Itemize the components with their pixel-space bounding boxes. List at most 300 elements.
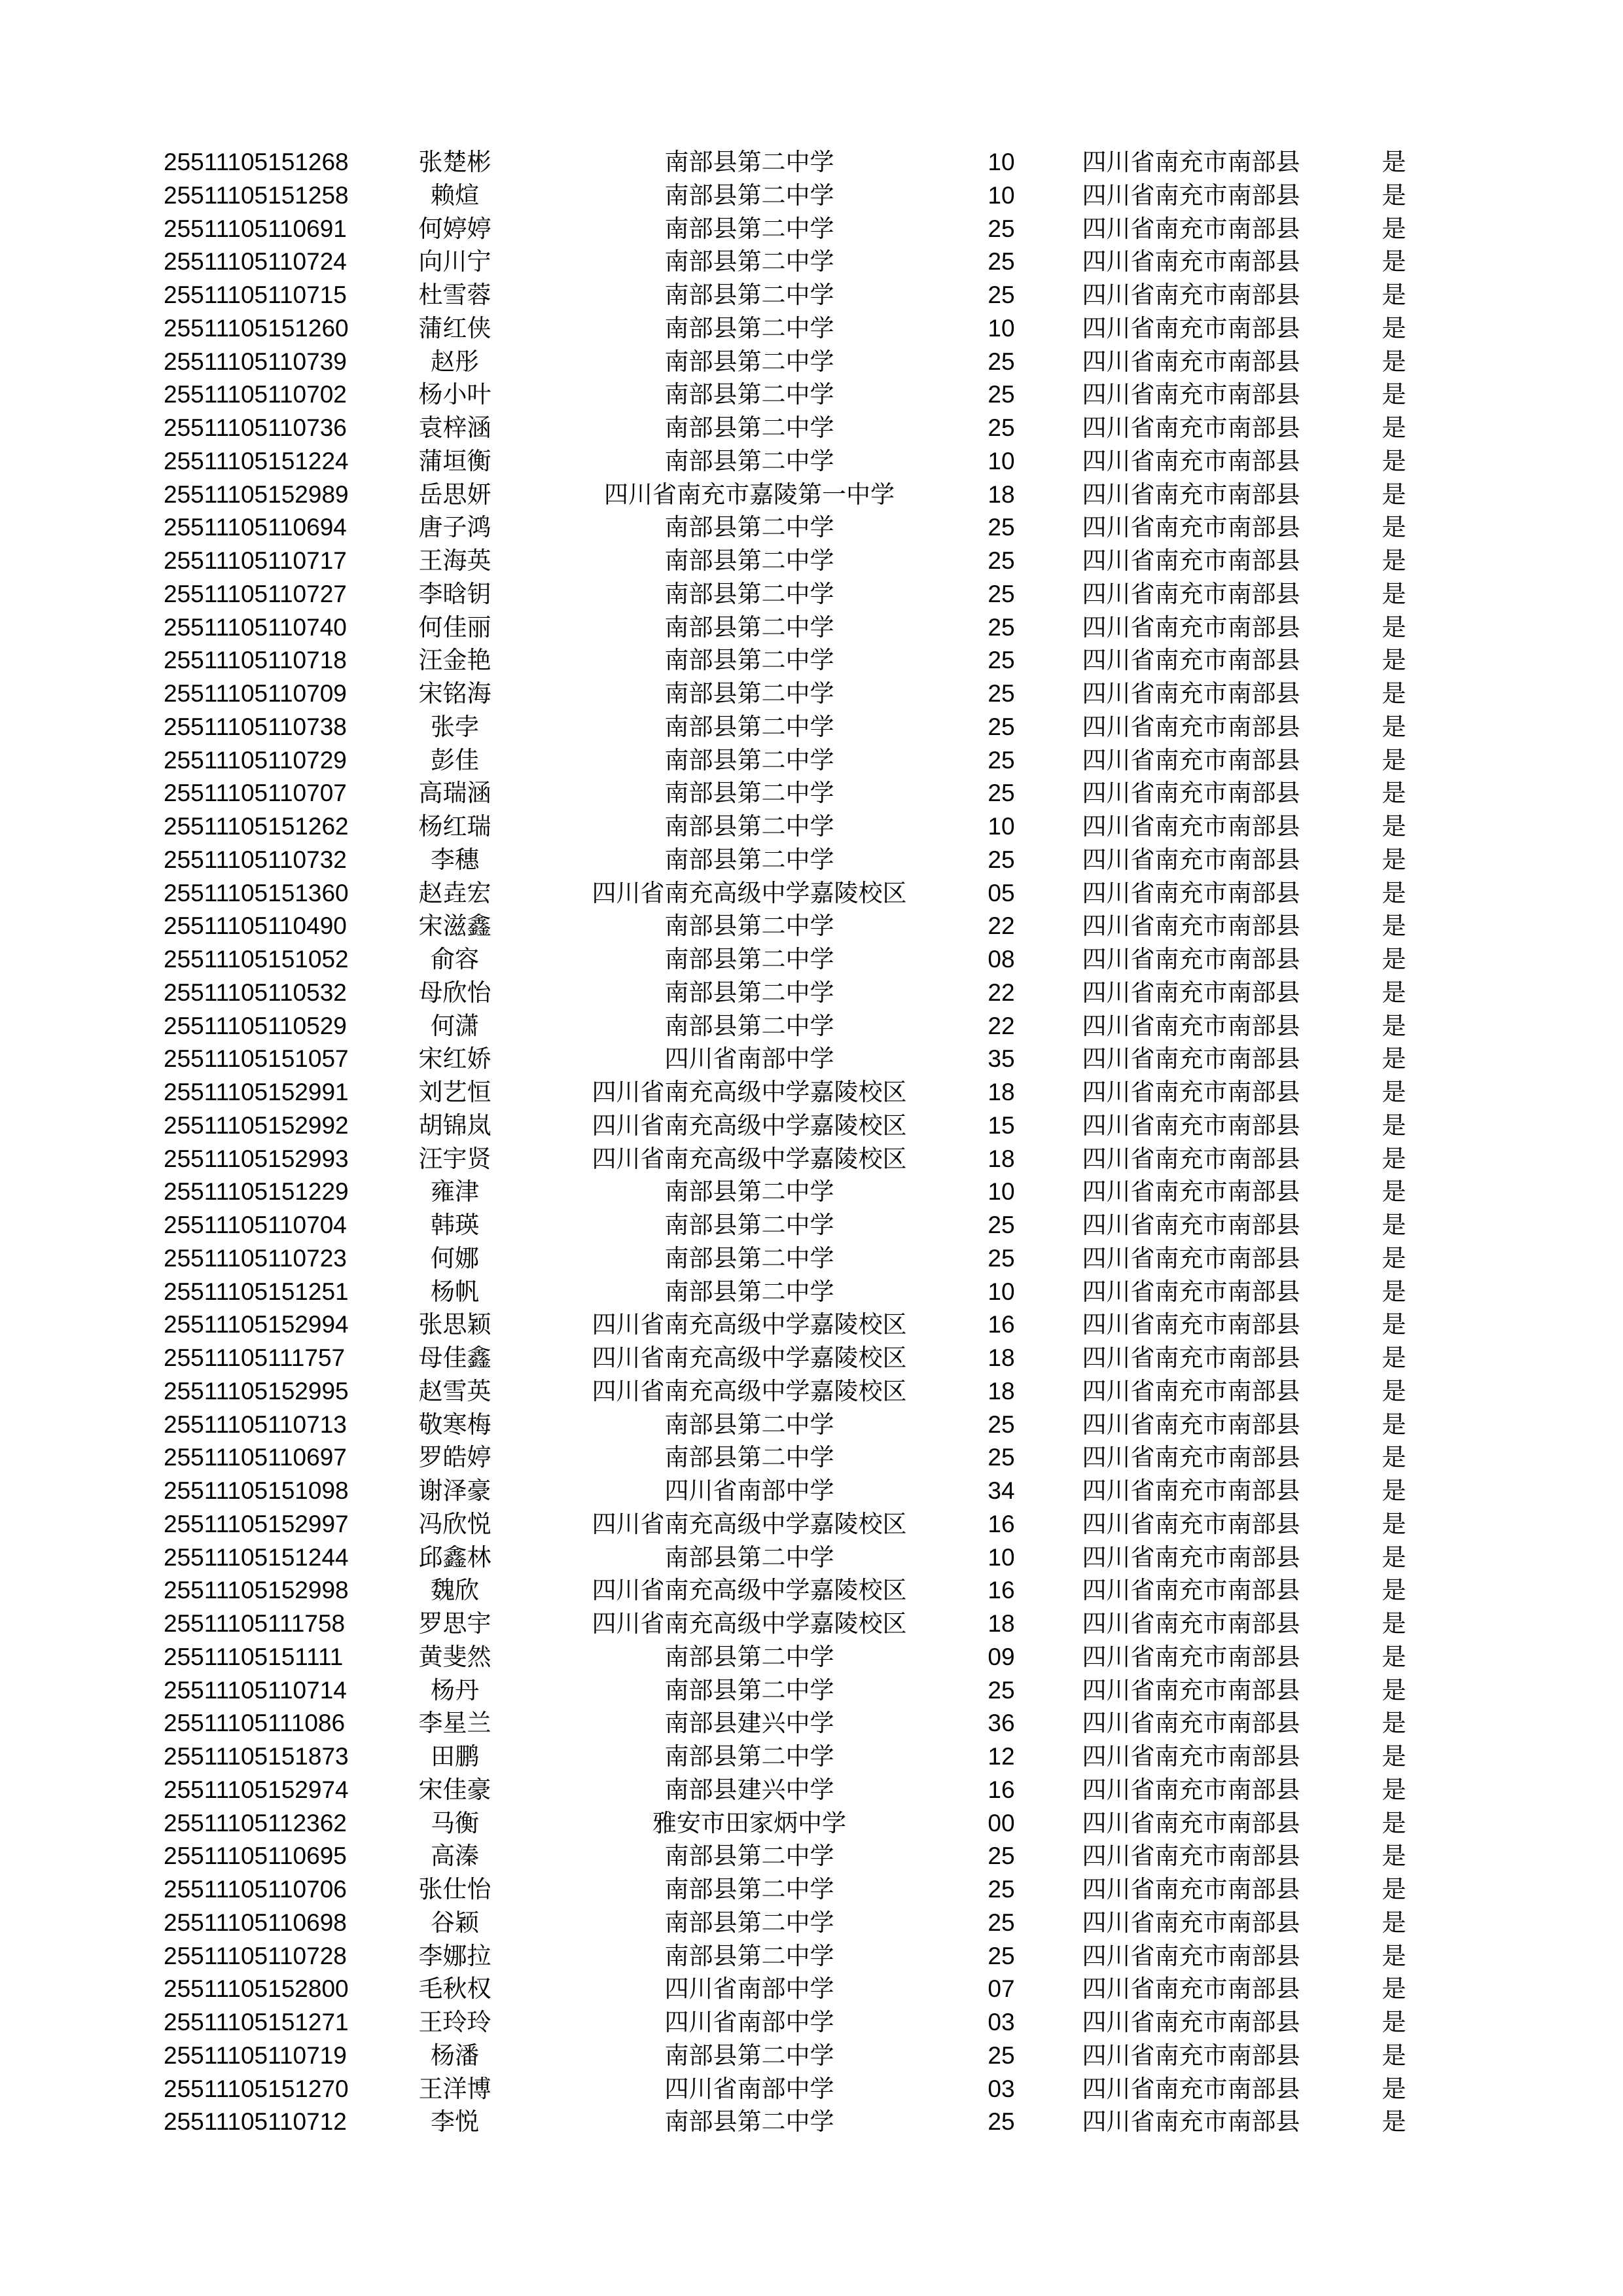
student-name: 汪金艳 xyxy=(418,646,491,675)
candidate-id: 25511105111758 xyxy=(164,1610,346,1637)
eligibility-flag: 是 xyxy=(1382,978,1406,1007)
student-name: 王洋博 xyxy=(418,2074,491,2103)
school-name: 四川省南充高级中学嘉陵校区 xyxy=(592,1310,907,1339)
school-name: 四川省南充高级中学嘉陵校区 xyxy=(592,1576,907,1605)
eligibility-flag: 是 xyxy=(1382,1011,1406,1040)
score-code: 25 xyxy=(988,613,1015,641)
eligibility-flag: 是 xyxy=(1382,779,1406,808)
region: 四川省南充市南部县 xyxy=(1082,579,1300,608)
candidate-id: 25511105110728 xyxy=(164,1942,347,1969)
school-name: 四川省南部中学 xyxy=(664,1045,834,1073)
school-name: 南部县第二中学 xyxy=(664,1642,834,1671)
eligibility-flag: 是 xyxy=(1382,2074,1406,2103)
school-name: 南部县第二中学 xyxy=(664,1676,834,1704)
region: 四川省南充市南部县 xyxy=(1082,1941,1300,1970)
eligibility-flag: 是 xyxy=(1382,1344,1406,1372)
table-row xyxy=(0,976,1623,1009)
school-name: 南部县第二中学 xyxy=(664,579,834,608)
table-row xyxy=(0,942,1623,976)
student-name: 袁梓涵 xyxy=(418,414,491,442)
candidate-id: 25511105110724 xyxy=(164,248,347,276)
region: 四川省南充市南部县 xyxy=(1082,314,1300,342)
student-name: 杨潘 xyxy=(431,2041,479,2070)
region: 四川省南充市南部县 xyxy=(1082,414,1300,442)
region: 四川省南充市南部县 xyxy=(1082,2074,1300,2103)
eligibility-flag: 是 xyxy=(1382,1975,1406,2003)
table-row xyxy=(0,1208,1623,1242)
eligibility-flag: 是 xyxy=(1382,912,1406,941)
score-code: 25 xyxy=(988,1909,1015,1936)
table-row xyxy=(0,1507,1623,1541)
student-name: 汪宇贤 xyxy=(418,1144,491,1173)
student-name: 杨小叶 xyxy=(418,380,491,409)
region: 四川省南充市南部县 xyxy=(1082,1144,1300,1173)
table-row xyxy=(0,2105,1623,2138)
student-name: 冯欣悦 xyxy=(418,1509,491,1538)
score-code: 25 xyxy=(988,713,1015,740)
candidate-id: 25511105110709 xyxy=(164,680,347,707)
region: 四川省南充市南部县 xyxy=(1082,281,1300,309)
candidate-id: 25511105110719 xyxy=(164,2041,347,2069)
region: 四川省南充市南部县 xyxy=(1082,1045,1300,1073)
student-name: 田鹏 xyxy=(431,1742,479,1770)
region: 四川省南充市南部县 xyxy=(1082,1808,1300,1837)
candidate-id: 25511105151052 xyxy=(164,946,349,973)
student-name: 王玲玲 xyxy=(418,2008,491,2036)
eligibility-flag: 是 xyxy=(1382,513,1406,542)
table-row xyxy=(0,1142,1623,1175)
region: 四川省南充市南部县 xyxy=(1082,1742,1300,1770)
score-code: 22 xyxy=(988,1012,1015,1039)
region: 四川省南充市南部县 xyxy=(1082,1875,1300,1903)
score-code: 25 xyxy=(988,514,1015,541)
candidate-id: 25511105151268 xyxy=(164,149,349,175)
score-code: 16 xyxy=(988,1510,1015,1537)
table-row xyxy=(0,1075,1623,1109)
score-code: 18 xyxy=(988,1145,1015,1172)
eligibility-flag: 是 xyxy=(1382,1078,1406,1106)
table-row xyxy=(0,1806,1623,1840)
school-name: 南部县第二中学 xyxy=(664,547,834,575)
school-name: 南部县第二中学 xyxy=(664,1842,834,1871)
school-name: 南部县第二中学 xyxy=(664,181,834,209)
school-name: 四川省南充高级中学嘉陵校区 xyxy=(592,1509,907,1538)
candidate-id: 25511105110740 xyxy=(164,613,347,641)
candidate-id: 25511105110715 xyxy=(164,281,347,308)
candidate-id: 25511105110529 xyxy=(164,1012,347,1039)
eligibility-flag: 是 xyxy=(1382,712,1406,741)
student-name: 彭佳 xyxy=(431,745,479,774)
eligibility-flag: 是 xyxy=(1382,2008,1406,2036)
table-row xyxy=(0,278,1623,312)
eligibility-flag: 是 xyxy=(1382,945,1406,973)
table-row xyxy=(0,1607,1623,1640)
score-code: 25 xyxy=(988,281,1015,308)
score-code: 18 xyxy=(988,480,1015,508)
table-row xyxy=(0,378,1623,411)
score-code: 34 xyxy=(988,1477,1015,1504)
school-name: 雅安市田家炳中学 xyxy=(652,1808,846,1837)
region: 四川省南充市南部县 xyxy=(1082,912,1300,941)
region: 四川省南充市南部县 xyxy=(1082,1376,1300,1405)
score-code: 15 xyxy=(988,1111,1015,1139)
candidate-id: 25511105152992 xyxy=(164,1111,349,1139)
candidate-id: 25511105151251 xyxy=(164,1278,349,1305)
table-row xyxy=(0,643,1623,677)
school-name: 南部县第二中学 xyxy=(664,314,834,342)
region: 四川省南充市南部县 xyxy=(1082,1177,1300,1206)
eligibility-flag: 是 xyxy=(1382,1709,1406,1738)
region: 四川省南充市南部县 xyxy=(1082,1908,1300,1937)
candidate-id: 25511105110713 xyxy=(164,1410,347,1438)
eligibility-flag: 是 xyxy=(1382,1277,1406,1306)
school-name: 南部县第二中学 xyxy=(664,446,834,475)
eligibility-flag: 是 xyxy=(1382,1676,1406,1704)
student-name: 胡锦岚 xyxy=(418,1111,491,1139)
school-name: 四川省南部中学 xyxy=(664,1975,834,2003)
candidate-id: 25511105110718 xyxy=(164,647,347,674)
table-row xyxy=(0,1674,1623,1707)
student-name: 李穗 xyxy=(431,845,479,874)
student-name: 谢泽豪 xyxy=(418,1477,491,1505)
region: 四川省南充市南部县 xyxy=(1082,878,1300,907)
region: 四川省南充市南部县 xyxy=(1082,148,1300,176)
table-row xyxy=(0,411,1623,444)
school-name: 四川省南部中学 xyxy=(664,1477,834,1505)
table-row xyxy=(0,345,1623,378)
eligibility-flag: 是 xyxy=(1382,446,1406,475)
region: 四川省南充市南部县 xyxy=(1082,1975,1300,2003)
student-name: 马衡 xyxy=(431,1808,479,1837)
score-code: 16 xyxy=(988,1776,1015,1803)
student-name: 杨丹 xyxy=(431,1676,479,1704)
student-name: 何娜 xyxy=(431,1244,479,1272)
table-row xyxy=(0,478,1623,511)
eligibility-flag: 是 xyxy=(1382,812,1406,840)
region: 四川省南充市南部县 xyxy=(1082,2108,1300,2136)
student-name: 赵垚宏 xyxy=(418,878,491,907)
region: 四川省南充市南部县 xyxy=(1082,1011,1300,1040)
table-row xyxy=(0,1441,1623,1474)
score-code: 10 xyxy=(988,181,1015,209)
table-row xyxy=(0,1541,1623,1574)
table-row xyxy=(0,1939,1623,1973)
school-name: 四川省南充高级中学嘉陵校区 xyxy=(592,1144,907,1173)
region: 四川省南充市南部县 xyxy=(1082,1543,1300,1571)
table-row xyxy=(0,1009,1623,1043)
score-code: 12 xyxy=(988,1743,1015,1770)
table-row xyxy=(0,843,1623,876)
candidate-id: 25511105151111 xyxy=(164,1643,344,1670)
candidate-id: 25511105110702 xyxy=(164,381,347,408)
table-row xyxy=(0,2005,1623,2039)
region: 四川省南充市南部县 xyxy=(1082,247,1300,276)
student-name: 赵雪英 xyxy=(418,1376,491,1405)
table-row xyxy=(0,511,1623,544)
school-name: 四川省南充高级中学嘉陵校区 xyxy=(592,1111,907,1139)
student-name: 李悦 xyxy=(431,2108,479,2136)
table-row xyxy=(0,1573,1623,1607)
eligibility-flag: 是 xyxy=(1382,745,1406,774)
table-row xyxy=(0,909,1623,942)
table-row xyxy=(0,145,1623,179)
region: 四川省南充市南部县 xyxy=(1082,1709,1300,1738)
eligibility-flag: 是 xyxy=(1382,148,1406,176)
school-name: 南部县第二中学 xyxy=(664,1443,834,1472)
student-name: 宋红娇 xyxy=(418,1045,491,1073)
score-code: 25 xyxy=(988,215,1015,242)
student-name: 李晗钥 xyxy=(418,579,491,608)
region: 四川省南充市南部县 xyxy=(1082,978,1300,1007)
score-code: 25 xyxy=(988,1444,1015,1471)
student-name: 邱鑫林 xyxy=(418,1543,491,1571)
candidate-id: 25511105110490 xyxy=(164,912,347,940)
eligibility-flag: 是 xyxy=(1382,347,1406,376)
student-name: 张楚彬 xyxy=(418,148,491,176)
score-code: 10 xyxy=(988,314,1015,342)
region: 四川省南充市南部县 xyxy=(1082,812,1300,840)
region: 四川省南充市南部县 xyxy=(1082,1642,1300,1671)
score-code: 25 xyxy=(988,1842,1015,1870)
school-name: 四川省南充市嘉陵第一中学 xyxy=(604,480,895,509)
school-name: 四川省南部中学 xyxy=(664,2008,834,2036)
eligibility-flag: 是 xyxy=(1382,1509,1406,1538)
eligibility-flag: 是 xyxy=(1382,2108,1406,2136)
table-row xyxy=(0,1906,1623,1939)
score-code: 25 xyxy=(988,1410,1015,1438)
table-row xyxy=(0,2072,1623,2106)
school-name: 南部县第二中学 xyxy=(664,779,834,808)
score-code: 18 xyxy=(988,1377,1015,1405)
table-row xyxy=(0,876,1623,910)
eligibility-flag: 是 xyxy=(1382,547,1406,575)
school-name: 南部县第二中学 xyxy=(664,1875,834,1903)
score-code: 03 xyxy=(988,2075,1015,2102)
score-code: 25 xyxy=(988,1676,1015,1704)
table-row xyxy=(0,444,1623,478)
eligibility-flag: 是 xyxy=(1382,646,1406,675)
region: 四川省南充市南部县 xyxy=(1082,446,1300,475)
score-code: 25 xyxy=(988,414,1015,441)
score-code: 25 xyxy=(988,1876,1015,1903)
candidate-id: 25511105151258 xyxy=(164,181,349,209)
candidate-id: 25511105151057 xyxy=(164,1045,349,1073)
score-code: 10 xyxy=(988,447,1015,475)
score-code: 03 xyxy=(988,2009,1015,2036)
candidate-id: 25511105110723 xyxy=(164,1244,347,1272)
table-row xyxy=(0,1109,1623,1142)
school-name: 南部县第二中学 xyxy=(664,2108,834,2136)
region: 四川省南充市南部县 xyxy=(1082,347,1300,376)
candidate-id: 25511105152800 xyxy=(164,1975,349,2003)
score-code: 25 xyxy=(988,547,1015,574)
region: 四川省南充市南部县 xyxy=(1082,1509,1300,1538)
score-code: 36 xyxy=(988,1710,1015,1737)
candidate-id: 25511105110739 xyxy=(164,348,347,375)
school-name: 四川省南充高级中学嘉陵校区 xyxy=(592,878,907,907)
school-name: 南部县第二中学 xyxy=(664,945,834,973)
table-row xyxy=(0,1640,1623,1674)
eligibility-flag: 是 xyxy=(1382,1875,1406,1903)
eligibility-flag: 是 xyxy=(1382,845,1406,874)
student-name: 蒲红侠 xyxy=(418,314,491,342)
eligibility-flag: 是 xyxy=(1382,247,1406,276)
region: 四川省南充市南部县 xyxy=(1082,1576,1300,1605)
school-name: 南部县第二中学 xyxy=(664,679,834,708)
score-code: 25 xyxy=(988,846,1015,873)
table-row xyxy=(0,810,1623,843)
eligibility-flag: 是 xyxy=(1382,1477,1406,1505)
eligibility-flag: 是 xyxy=(1382,1543,1406,1571)
candidate-id: 25511105110727 xyxy=(164,580,347,607)
table-row xyxy=(0,577,1623,611)
eligibility-flag: 是 xyxy=(1382,1609,1406,1638)
school-name: 南部县第二中学 xyxy=(664,148,834,176)
region: 四川省南充市南部县 xyxy=(1082,2041,1300,2070)
school-name: 南部县第二中学 xyxy=(664,845,834,874)
score-code: 05 xyxy=(988,879,1015,906)
student-name: 杨帆 xyxy=(431,1277,479,1306)
eligibility-flag: 是 xyxy=(1382,1642,1406,1671)
table-row xyxy=(0,544,1623,577)
score-code: 16 xyxy=(988,1577,1015,1604)
region: 四川省南充市南部县 xyxy=(1082,1277,1300,1306)
school-name: 南部县第二中学 xyxy=(664,1211,834,1239)
candidate-id: 25511105110717 xyxy=(164,547,347,574)
eligibility-flag: 是 xyxy=(1382,1111,1406,1139)
eligibility-flag: 是 xyxy=(1382,1775,1406,1804)
score-code: 10 xyxy=(988,813,1015,840)
school-name: 南部县第二中学 xyxy=(664,2041,834,2070)
table-row xyxy=(0,677,1623,710)
school-name: 南部县第二中学 xyxy=(664,812,834,840)
region: 四川省南充市南部县 xyxy=(1082,480,1300,509)
school-name: 南部县第二中学 xyxy=(664,1244,834,1272)
student-name: 何潇 xyxy=(431,1011,479,1040)
region: 四川省南充市南部县 xyxy=(1082,745,1300,774)
school-name: 南部县第二中学 xyxy=(664,1011,834,1040)
eligibility-flag: 是 xyxy=(1382,1842,1406,1871)
candidate-id: 25511105152997 xyxy=(164,1510,349,1537)
candidate-id: 25511105111086 xyxy=(164,1710,346,1737)
region: 四川省南充市南部县 xyxy=(1082,181,1300,209)
school-name: 南部县第二中学 xyxy=(664,1742,834,1770)
student-name: 杨红瑞 xyxy=(418,812,491,840)
score-code: 10 xyxy=(988,1178,1015,1206)
candidate-id: 25511105110704 xyxy=(164,1211,347,1238)
candidate-id: 25511105110738 xyxy=(164,713,347,740)
student-name: 谷颖 xyxy=(431,1908,479,1937)
table-row xyxy=(0,1873,1623,1906)
score-code: 16 xyxy=(988,1311,1015,1338)
candidate-id: 25511105151271 xyxy=(164,2009,349,2036)
school-name: 四川省南充高级中学嘉陵校区 xyxy=(592,1078,907,1106)
candidate-id: 25511105151270 xyxy=(164,2075,349,2102)
score-code: 25 xyxy=(988,2041,1015,2069)
eligibility-flag: 是 xyxy=(1382,1211,1406,1239)
student-name: 刘艺恒 xyxy=(418,1078,491,1106)
candidate-id: 25511105152995 xyxy=(164,1377,349,1405)
school-name: 南部县第二中学 xyxy=(664,347,834,376)
eligibility-flag: 是 xyxy=(1382,1410,1406,1439)
eligibility-flag: 是 xyxy=(1382,281,1406,309)
region: 四川省南充市南部县 xyxy=(1082,1676,1300,1704)
student-name: 张思颖 xyxy=(418,1310,491,1339)
school-name: 四川省南部中学 xyxy=(664,2074,834,2103)
student-name: 俞容 xyxy=(431,945,479,973)
table-row xyxy=(0,179,1623,212)
score-code: 00 xyxy=(988,1809,1015,1837)
eligibility-flag: 是 xyxy=(1382,1045,1406,1073)
student-name: 韩瑛 xyxy=(431,1211,479,1239)
region: 四川省南充市南部县 xyxy=(1082,1443,1300,1472)
eligibility-flag: 是 xyxy=(1382,1808,1406,1837)
score-code: 18 xyxy=(988,1079,1015,1105)
candidate-id: 25511105110706 xyxy=(164,1876,347,1903)
student-name: 赵彤 xyxy=(431,347,479,376)
school-name: 南部县第二中学 xyxy=(664,745,834,774)
candidate-id: 25511105152998 xyxy=(164,1577,349,1604)
student-name: 母佳鑫 xyxy=(418,1344,491,1372)
score-code: 10 xyxy=(988,1543,1015,1571)
candidate-id: 25511105151360 xyxy=(164,879,349,906)
student-name: 魏欣 xyxy=(431,1576,479,1605)
table-row xyxy=(0,1839,1623,1873)
candidate-id: 25511105110698 xyxy=(164,1909,347,1936)
eligibility-flag: 是 xyxy=(1382,613,1406,641)
table-row xyxy=(0,1042,1623,1075)
candidate-id: 25511105151229 xyxy=(164,1178,349,1206)
candidate-id: 25511105111757 xyxy=(164,1344,346,1371)
candidate-id: 25511105152991 xyxy=(164,1079,349,1105)
eligibility-flag: 是 xyxy=(1382,1908,1406,1937)
region: 四川省南充市南部县 xyxy=(1082,513,1300,542)
school-name: 南部县第二中学 xyxy=(664,712,834,741)
candidate-id: 25511105110736 xyxy=(164,414,347,441)
score-code: 25 xyxy=(988,680,1015,707)
score-code: 25 xyxy=(988,580,1015,607)
eligibility-flag: 是 xyxy=(1382,1376,1406,1405)
candidate-id: 25511105151260 xyxy=(164,314,349,342)
student-name: 敬寒梅 xyxy=(418,1410,491,1439)
table-row xyxy=(0,1706,1623,1740)
student-name: 何佳丽 xyxy=(418,613,491,641)
candidate-id: 25511105151098 xyxy=(164,1477,349,1504)
table-row xyxy=(0,1740,1623,1773)
score-code: 25 xyxy=(988,381,1015,408)
student-name: 唐子鸿 xyxy=(418,513,491,542)
score-code: 35 xyxy=(988,1045,1015,1073)
candidate-id: 25511105110714 xyxy=(164,1676,347,1704)
region: 四川省南充市南部县 xyxy=(1082,646,1300,675)
candidate-id: 25511105112362 xyxy=(164,1809,347,1837)
student-name: 罗思宇 xyxy=(418,1609,491,1638)
region: 四川省南充市南部县 xyxy=(1082,1244,1300,1272)
score-code: 22 xyxy=(988,978,1015,1006)
eligibility-flag: 是 xyxy=(1382,1310,1406,1339)
region: 四川省南充市南部县 xyxy=(1082,679,1300,708)
school-name: 南部县第二中学 xyxy=(664,380,834,409)
score-code: 25 xyxy=(988,746,1015,774)
eligibility-flag: 是 xyxy=(1382,480,1406,509)
candidate-id: 25511105110712 xyxy=(164,2108,347,2136)
candidate-id: 25511105152993 xyxy=(164,1145,349,1172)
student-name: 毛秋权 xyxy=(418,1975,491,2003)
student-name: 李娜拉 xyxy=(418,1941,491,1970)
candidate-id: 25511105151262 xyxy=(164,813,349,840)
candidate-id: 25511105110729 xyxy=(164,746,347,774)
region: 四川省南充市南部县 xyxy=(1082,945,1300,973)
